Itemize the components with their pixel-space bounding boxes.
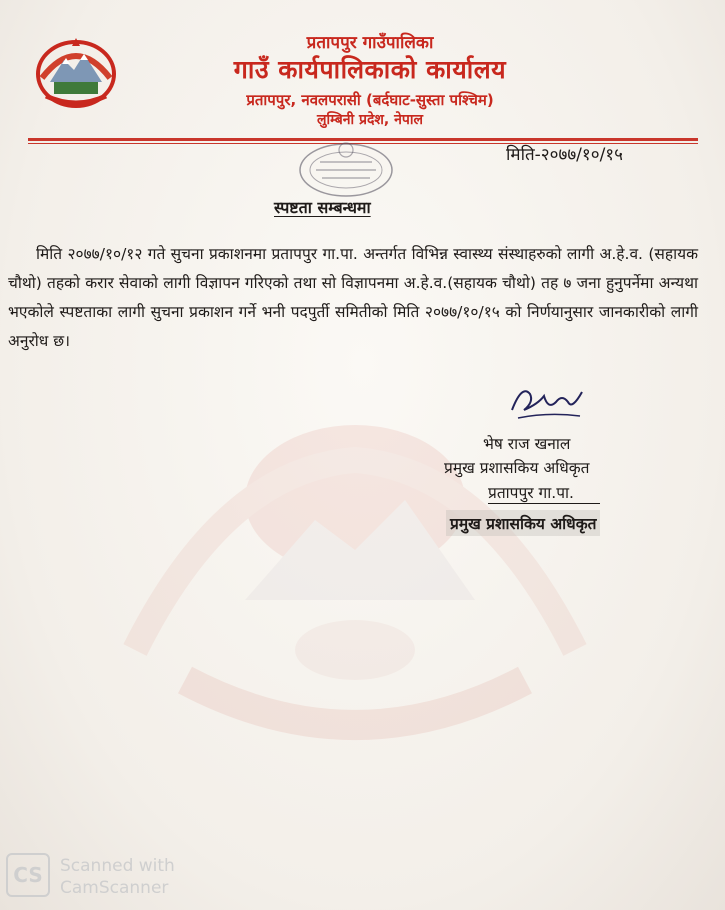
office-stamp-icon [290,140,402,202]
signatory-name: भेष राज खनाल [483,435,571,453]
scanner-label-line2: CamScanner [60,878,169,898]
designation-stamp: प्रमुख प्रशासकिय अधिकृत [446,510,600,536]
scanner-label-line1: Scanned with [60,856,175,876]
subject-line: स्पष्टता सम्बन्धमा [274,198,371,217]
signatory-office: प्रतापपुर गा.पा. [488,484,574,502]
notice-body-text: मिति २०७७/१०/१२ गते सुचना प्रकाशनमा प्रतापपुर गा.पा. अन्तर्गत विभिन्न स्वास्थ्य संस्थाहरुको लागी अ.हे.व. (सहायक चौथो) तहको करार सेवाको लागी विज्ञापन गरिएको तथा सो विज्ञापनमा अ.हे.व.(सहायक चौथो) तह ७ जना हुनुपर्नेमा अन्यथा भएकोले स्पष्टताका लागी सुचना प्रकाशन गर्ने भनी पदपुर्ती समितीको मिति २०७७/१०/१५ को निर्णयानुसार जानकारीको लागी अनुरोध छ। [8,245,698,350]
signatory-underline [488,503,600,504]
office-province: लुम्बिनी प्रदेश, नेपाल [317,112,423,128]
letter-date: मिति-२०७७/१०/१५ [506,145,623,165]
handwritten-signature [508,380,588,426]
camscanner-logo: CS [6,853,50,897]
office-address: प्रतापपुर, नवलपरासी (बर्दघाट-सुस्ता पश्चिम) [246,91,494,109]
office-title: गाउँ कार्यपालिकाको कार्यालय [233,55,507,84]
notice-body [8,240,698,356]
nepal-emblem-logo [32,34,120,110]
office-name: प्रतापपुर गाउँपालिका [306,33,434,53]
signatory-title: प्रमुख प्रशासकिय अधिकृत [444,459,590,477]
